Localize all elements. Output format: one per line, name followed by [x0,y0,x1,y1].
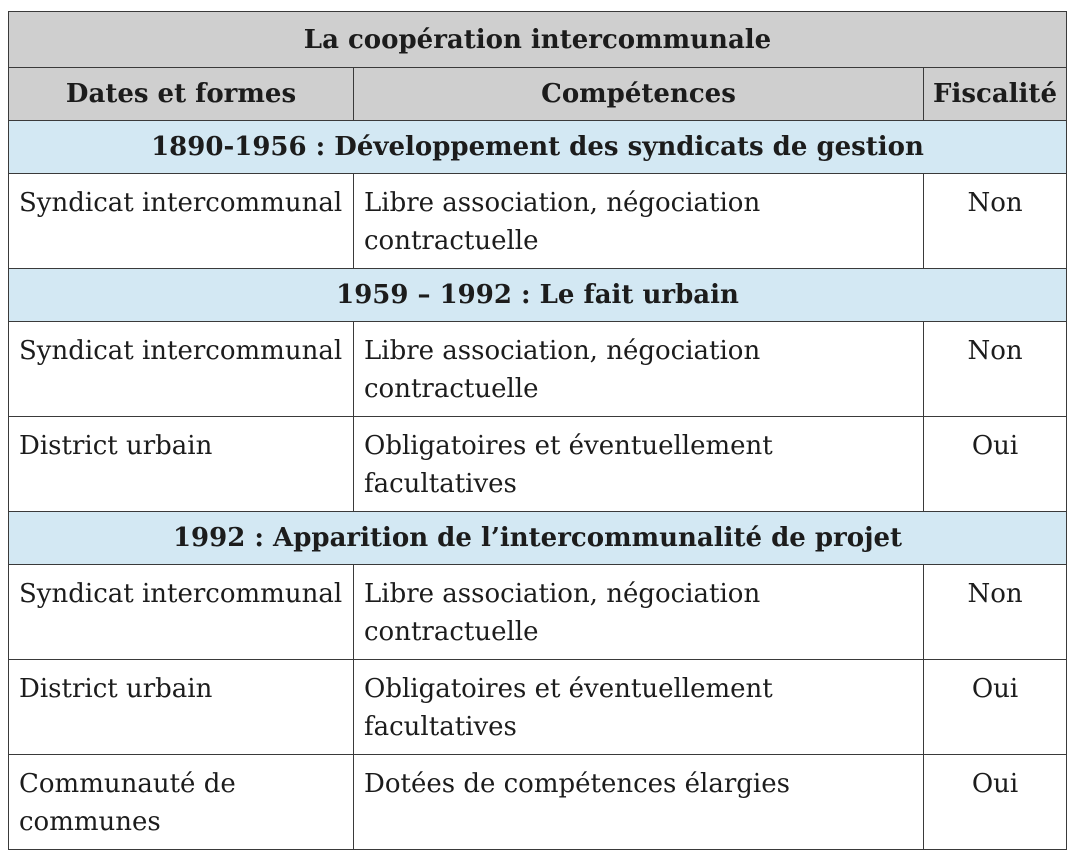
cell-competences: Obligatoires et éventuellement facultatives [354,417,924,512]
section-label: 1959 – 1992 : Le fait urbain [9,269,1067,322]
table-row [9,174,1067,269]
section-row [9,121,1067,174]
cell-fiscalite: Non [924,322,1067,417]
cell-fiscalite: Non [924,174,1067,269]
cell-competences: Obligatoires et éventuellement facultatives [354,660,924,755]
table-row [9,565,1067,660]
cell-form: District urbain [9,417,354,512]
column-header-fiscalite: Fiscalité [924,68,1067,121]
column-header-competences: Compétences [354,68,924,121]
cell-form: Syndicat intercommunal [9,565,354,660]
cell-form: Syndicat intercommunal [9,174,354,269]
cell-fiscalite: Non [924,565,1067,660]
table-title: La coopération intercommunale [9,12,1067,68]
section-label: 1890-1956 : Développement des syndicats de gestion [9,121,1067,174]
cell-competences: Libre association, négociation contractuelle [354,565,924,660]
cell-competences: Dotées de compétences élargies [354,755,924,850]
section-label: 1992 : Apparition de l’intercommunalité de projet [9,512,1067,565]
column-header-row [9,68,1067,121]
table-row [9,417,1067,512]
table-row [9,660,1067,755]
section-row [9,512,1067,565]
cooperation-table [8,11,1067,850]
cell-fiscalite: Oui [924,417,1067,512]
cell-fiscalite: Oui [924,755,1067,850]
section-row [9,269,1067,322]
table-row [9,755,1067,850]
cell-form: Syndicat intercommunal [9,322,354,417]
cell-competences: Libre association, négociation contractuelle [354,322,924,417]
table-title-row [9,12,1067,68]
cell-form: Communauté de communes [9,755,354,850]
table-row [9,322,1067,417]
cell-competences: Libre association, négociation contractuelle [354,174,924,269]
cell-fiscalite: Oui [924,660,1067,755]
cell-form: District urbain [9,660,354,755]
column-header-forms: Dates et formes [9,68,354,121]
